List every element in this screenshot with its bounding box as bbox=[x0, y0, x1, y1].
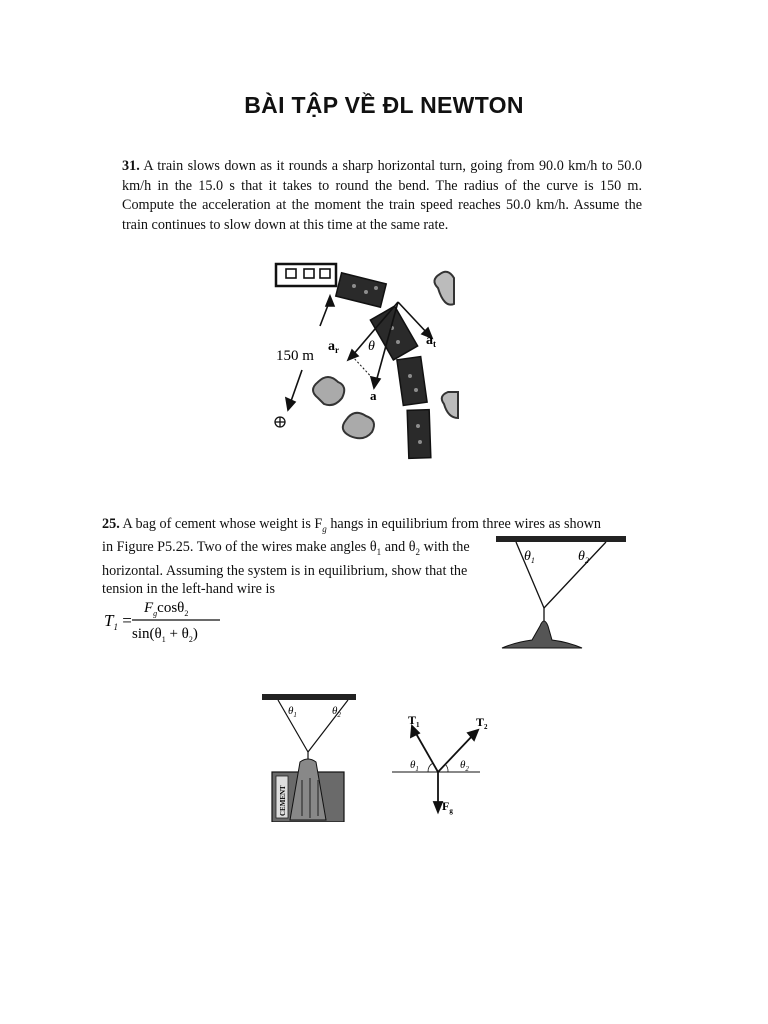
problem-25-line-3: horizontal. Assuming the system is in equilibrium, show that the bbox=[102, 562, 468, 579]
center-mark bbox=[275, 417, 285, 427]
theta2-label-top: $\theta_2$ bbox=[578, 549, 589, 565]
ar-label: $a_r$ bbox=[328, 339, 339, 355]
cement-bag-figure-top bbox=[496, 532, 626, 650]
bag-neck bbox=[290, 759, 326, 820]
problem-31-text: A train slows down as it rounds a sharp horizontal turn, going from 90.0 km/h to 50.0 km/h in the 15.0 s that it takes to round the bend. The radius of the curve is 150 m. Compute the acceleration at the moment the train speed reaches 50.0 km/h. Assume the train continues to slow down at this time at the same rate. bbox=[122, 158, 643, 233]
fbd-theta1-label: $\theta_1$ bbox=[410, 759, 419, 773]
cement-bag-figure bbox=[262, 690, 356, 822]
at-label: $a_t$ bbox=[426, 333, 436, 349]
problem-31-number: 31. bbox=[122, 158, 140, 174]
formula-lhs: $T_1$ = bbox=[104, 611, 132, 632]
formula-numerator: $F_g\cos\theta_2$ bbox=[144, 600, 189, 618]
radius-label: 150 m bbox=[276, 348, 314, 364]
problem-25-line-2: in Figure P5.25. Two of the wires make angles $\theta_1$ and $\theta_2$ with the bbox=[102, 539, 470, 558]
free-body-diagram bbox=[392, 710, 492, 822]
ceiling-beam-2 bbox=[262, 694, 356, 700]
problem-25-line-4: tension in the left-hand wire is bbox=[102, 581, 275, 598]
tension-formula bbox=[102, 592, 242, 646]
problem-25-line-1: 25. A bag of cement whose weight is $F_g$ hangs in equilibrium from three wires as shown bbox=[102, 516, 602, 534]
T2-label: $T_2$ bbox=[476, 715, 488, 731]
theta-label: θ bbox=[368, 339, 375, 354]
cement-bag-top bbox=[502, 621, 582, 648]
formula-denominator: $\sin(\theta_1 + \theta_2)$ bbox=[132, 626, 198, 644]
theta1-label-top: $\theta_1$ bbox=[524, 549, 535, 565]
ceiling-beam bbox=[496, 536, 626, 542]
theta2-label: $\theta_2$ bbox=[332, 705, 341, 719]
fbd-theta2-label: $\theta_2$ bbox=[460, 759, 469, 773]
bag-label: CEMENT bbox=[279, 785, 287, 816]
train-curve-figure bbox=[268, 258, 460, 468]
a-label: a bbox=[370, 388, 377, 403]
page-title: BÀI TẬP VỀ ĐL NEWTON bbox=[244, 92, 524, 118]
locomotive bbox=[276, 264, 336, 286]
theta1-label: $\theta_1$ bbox=[288, 705, 297, 719]
Fg-label: $F_g$ bbox=[442, 799, 453, 815]
problem-31 bbox=[122, 157, 642, 235]
T1-label: $T_1$ bbox=[408, 713, 420, 729]
bushes bbox=[313, 272, 458, 439]
